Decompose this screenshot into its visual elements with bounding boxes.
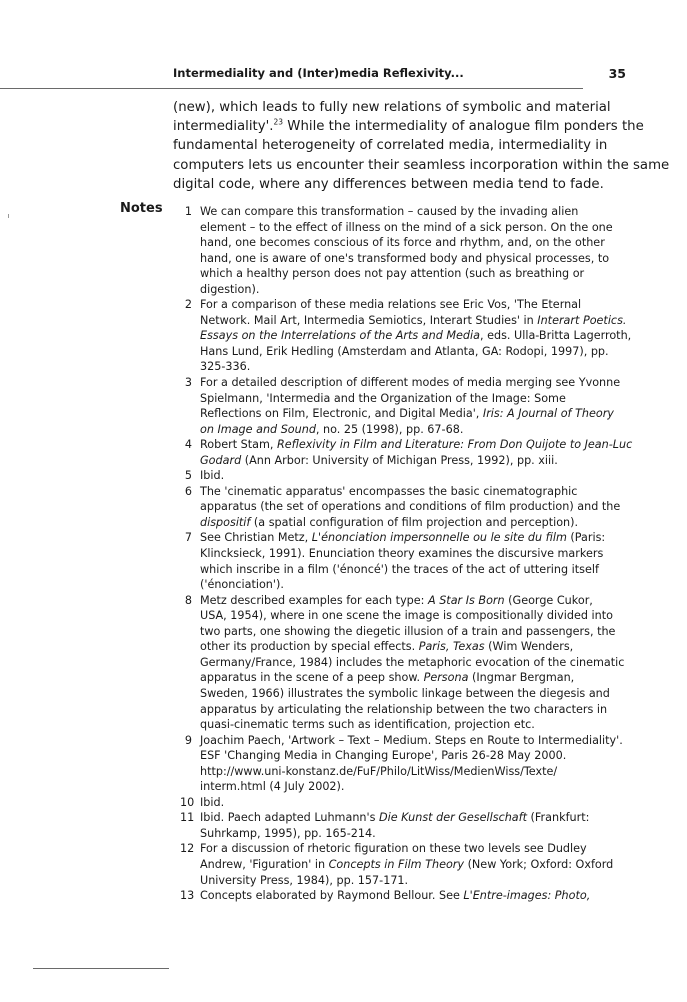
note-number: 8 xyxy=(184,593,192,607)
note-13: 13 Concepts elaborated by Raymond Bellour. See L'Entre-images: Photo, xyxy=(180,889,591,903)
header-rule xyxy=(0,88,583,89)
note-number: 2 xyxy=(184,298,192,312)
body-line: digital code, where any differences between media tend to fade. xyxy=(173,176,604,192)
note-7: 7 See Christian Metz, L'énonciation impersonnelle ou le site du film (Paris: Klincksieck, 1991). Enunciation theory examines the discursive markers which inscribe in a film ('énoncé') the traces of the act of uttering itself ('énonciation'). xyxy=(180,530,635,592)
note-12: 12 For a discussion of rhetoric figuration on these two levels see Dudley Andrew, 'Figuration' in Concepts in Film Theory (New York; Oxford: Oxford University Press, 1984), pp. 157-171. xyxy=(180,842,614,887)
page-edge-mark xyxy=(8,214,9,218)
note-number: 5 xyxy=(184,469,192,483)
note-number: 3 xyxy=(184,376,192,390)
note-8: 8 Metz described examples for each type: A Star Is Born (George Cukor, USA, 1954), where in one scene the image is compositionally divided into two parts, one showing the diegetic illusion of a train and passengers, the other its production by special effects. Paris, Texas (Wim Wenders, Germany/France, 1984) includes the metaphoric evocation of the cinematic apparatus in the scene of a peep show. Persona (Ingmar Bergman, Sweden, 1966) illustrates the symbolic linkage between the diegesis and apparatus by articulating the relationship between the two characters in quasi-cinematic terms such as identification, projection etc. xyxy=(180,593,635,733)
note-number: 9 xyxy=(184,733,192,747)
body-line: fundamental heterogeneity of correlated media, intermediality in xyxy=(173,138,608,154)
footnote-separator-rule xyxy=(33,968,169,969)
footnote-reference: 23 xyxy=(273,117,284,127)
note-number: 11 xyxy=(180,811,195,825)
page-number: 35 xyxy=(608,66,626,81)
body-line: (new), which leads to fully new relations of symbolic and material xyxy=(173,100,611,115)
note-number: 6 xyxy=(184,484,192,498)
note-3: 3 For a detailed description of different modes of media merging see Yvonne Spielmann, 'Intermedia and the Organization of the Image: Some Reflections on Film, Electronic, and Digital Media', Iris: A Journal of Theory on Image and Sound, no. 25 (1998), pp. 67-68. xyxy=(180,375,635,437)
note-number: 4 xyxy=(184,438,192,452)
note-5: 5 Ibid. xyxy=(180,468,635,484)
notes-list xyxy=(180,204,635,904)
note-1: 1 We can compare this transformation – caused by the invading alien element – to the effect of illness on the mind of a sick person. On the one hand, one becomes conscious of its force and rhythm, and, on the other hand, one is aware of one's transformed body and physical processes, to which a healthy person does not pay attention (such as breathing or digestion). xyxy=(180,204,635,297)
notes-heading: Notes xyxy=(120,201,163,216)
note-4: 4 Robert Stam, Reflexivity in Film and Literature: From Don Quijote to Jean-Luc Godard (Ann Arbor: University of Michigan Press, 1992), pp. xiii. xyxy=(180,437,635,468)
note-number: 1 xyxy=(184,205,192,218)
note-9: 9 Joachim Paech, 'Artwork – Text – Medium. Steps en Route to Intermediality'. ESF 'Changing Media in Changing Europe', Paris 26-28 May 2000. http://www.uni-konstanz.de/FuF/Philo/LitWiss/MedienWiss/Texte/ interm.html (4 July 2002). xyxy=(180,733,635,795)
note-number: 10 xyxy=(180,795,195,809)
note-10: 10 Ibid. xyxy=(180,795,225,809)
note-url: http://www.uni-konstanz.de/FuF/Philo/LitWiss/MedienWiss/Texte/ xyxy=(200,764,558,778)
note-number: 13 xyxy=(180,889,195,903)
body-paragraph xyxy=(173,98,670,194)
running-title: Intermediality and (Inter)media Reflexivity... xyxy=(173,66,464,80)
note-number: 12 xyxy=(180,842,195,856)
note-6: 6 The 'cinematic apparatus' encompasses the basic cinematographic apparatus (the set of operations and conditions of film production) and the dispositif (a spatial configuration of film projection and perception). xyxy=(180,484,635,531)
body-line: intermediality'.$^{23}$ While the intermediality of analogue film ponders the xyxy=(173,117,644,135)
body-line: computers lets us encounter their seamless incorporation within the same xyxy=(173,157,670,173)
note-2: 2 For a comparison of these media relations see Eric Vos, 'The Eternal Network. Mail Art, Intermedia Semiotics, Interart Studies' in Interart Poetics. Essays on the Interrelations of the Arts and Media, eds. Ulla-Britta Lagerroth, Hans Lund, Erik Hedling (Amsterdam and Atlanta, GA: Rodopi, 1997), pp. 325-336. xyxy=(180,297,635,375)
note-number: 7 xyxy=(184,531,192,545)
note-11: 11 Ibid. Paech adapted Luhmann's Die Kunst der Gesellschaft (Frankfurt: Suhrkamp, 1995), pp. 165-214. xyxy=(180,811,590,840)
